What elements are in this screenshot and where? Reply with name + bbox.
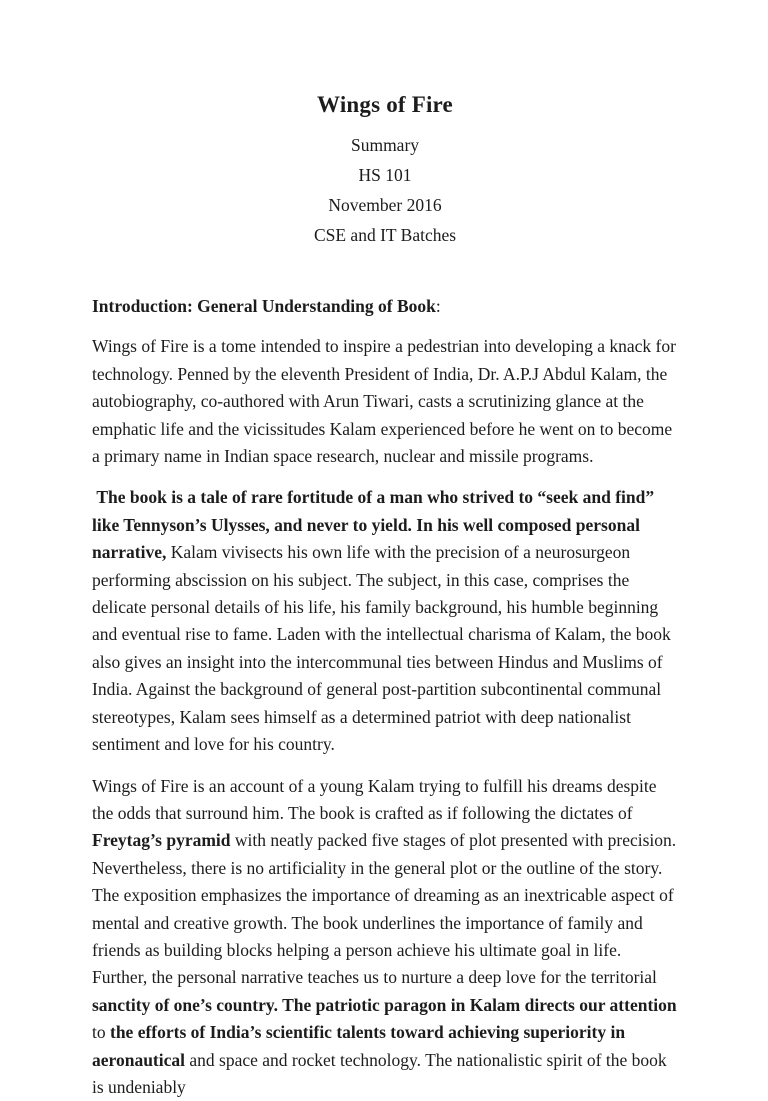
paragraphs-container [92, 333, 678, 1101]
subtitle-line-date: November 2016 [92, 190, 678, 220]
text-run: The book is a tale of rare fortitude of a man who strived to “seek and find” like Tennyson’s Ulysses, and never to yield. In his well composed personal narrative, [92, 487, 654, 562]
section-heading [92, 293, 678, 320]
text-run: and space and rocket technology. The nationalistic spirit of the book is undeniably [92, 1050, 667, 1097]
text-run: sanctity of one’s country. The patriotic paragon in Kalam directs our attention [92, 995, 677, 1015]
text-run: the efforts of India’s scientific talents toward achieving superiority in aeronautical [92, 1022, 625, 1069]
document-title: Wings of Fire [92, 92, 678, 118]
text-run: Wings of Fire is a tome intended to inspire a pedestrian into developing a knack for technology. Penned by the eleventh President of India, Dr. A.P.J Abdul Kalam, the autobiography, co-authored with Arun Tiwari, casts a scrutinizing glance at the emphatic life and the vicissitudes Kalam experienced before he went on to become a primary name in Indian space research, nuclear and missile programs. [92, 336, 676, 466]
paragraph [92, 773, 678, 1101]
subtitle-line-summary: Summary [92, 130, 678, 160]
title-block [92, 92, 678, 250]
text-run: Wings of Fire is an account of a young Kalam trying to fulfill his dreams despite the odds that surround him. The book is crafted as if following the dictates of [92, 776, 657, 823]
text-run: Freytag’s pyramid [92, 830, 231, 850]
text-run: to [92, 1022, 110, 1042]
subtitle-line-course: HS 101 [92, 160, 678, 190]
subtitle-line-batches: CSE and IT Batches [92, 220, 678, 250]
paragraph [92, 484, 678, 758]
section-heading-colon: : [436, 296, 441, 316]
section-heading-text: Introduction: General Understanding of Book [92, 296, 436, 316]
text-run: Kalam vivisects his own life with the precision of a neurosurgeon performing abscission on his subject. The subject, in this case, comprises the delicate personal details of his life, his family background, his humble beginning and eventual rise to fame. Laden with the intellectual charisma of Kalam, the book also gives an insight into the intercommunal ties between Hindus and Muslims of India. Against the background of general post-partition subcontinental communal stereotypes, Kalam sees himself as a determined patriot with deep nationalist sentiment and love for his country. [92, 542, 671, 754]
text-run: with neatly packed five stages of plot presented with precision. Nevertheless, there is no artificiality in the general plot or the outline of the story. The exposition emphasizes the importance of dreaming as an inextricable aspect of mental and creative growth. The book underlines the importance of family and friends as building blocks helping a person achieve his ultimate goal in life. Further, the personal narrative teaches us to nurture a deep love for the territorial [92, 830, 676, 987]
paragraph [92, 333, 678, 470]
